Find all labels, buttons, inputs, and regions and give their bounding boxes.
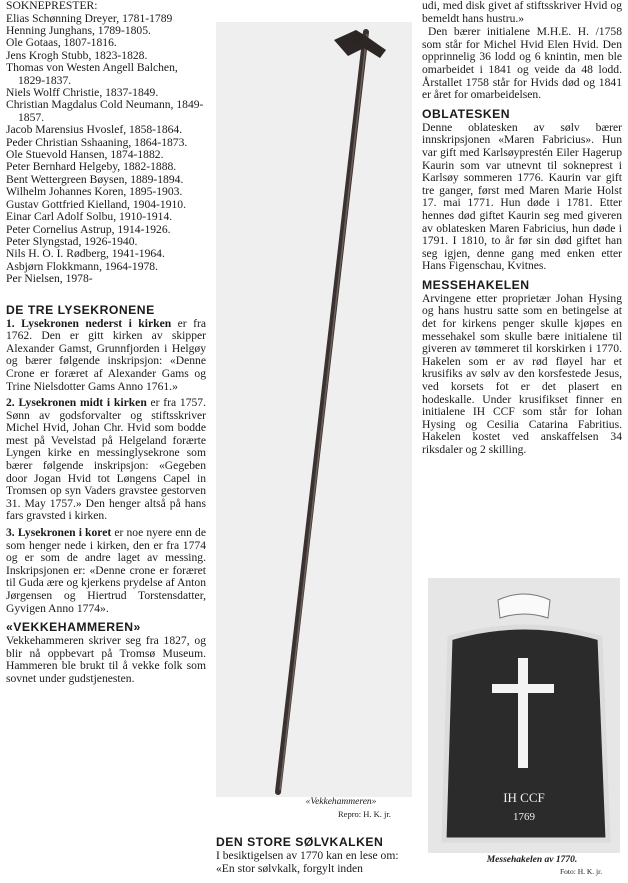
lysekrone-1-text: er fra 1762. Den er gitt kirken av skipper Alexander Gamst, Grunnfjorden i Helgøy og bærer følgende inskripsjon: «Denne Crone er foræret af Alexander Gams og Trine Nielsdotter Gams Anno 1761.» [6, 316, 207, 393]
vekkehammeren-heading: «VEKKEHAMMEREN» [6, 620, 141, 635]
lysekrone-3-paragraph [6, 527, 206, 615]
priest-entry: Henning Junghans, 1789-1805. [6, 24, 151, 37]
solvkalken-continued-text: udi, med disk givet af stiftsskriver Hvid og bemeldt hans hustru.» [422, 0, 622, 25]
priest-entry: Peter Cornelius Astrup, 1914-1926. [6, 222, 171, 236]
vekkehammer-illustration [216, 22, 412, 797]
priest-entry: Thomas von Westen Angell Balchen, 1829-1837. [6, 61, 178, 87]
right-column [422, 0, 622, 461]
vekkehammeren-text: Vekkehammeren skriver seg fra 1827, og blir nå oppbevart på Tromsø Museum. Hammeren ble brukt til å vekke folk som sovnet under gudstjenesten. [6, 634, 206, 685]
priest-list [6, 13, 206, 286]
priest-entry: Christian Magdalus Cold Neumann, 1849-1857. [6, 98, 204, 124]
lysekronene-heading: DE TRE LYSEKRONENE [6, 302, 155, 317]
priest-entry: Jens Krogh Stubb, 1823-1828. [6, 48, 148, 62]
solvkalken-heading: DEN STORE SØLVKALKEN [216, 835, 384, 849]
messehakelen-text: Arvingene etter proprietær Johan Hysing og hans hustru satte som en betingelse at det for kirkens penger skulle kjøpes en messehakel som skulle bære initialene til giveren av tømmeret til korskirken i 1770. Hakelen som er av rød fløyel har et krusifiks av sølv av den korsfestede Jesus, ved korsets fot er det plasert en hodeskalle. Under krusifikset finner en initialene IH CCF som står for Iohan Hysing og Cesilia Catarina Fabritius. Hakelen kostet ved anskaffelsen 34 riksdaler og 2 skilling. [422, 291, 622, 456]
lysekrone-1-paragraph [6, 318, 206, 394]
messehakel-credit: Foto: H. K. jr. [560, 867, 603, 876]
messehakel-year: 1769 [513, 811, 535, 823]
left-column [6, 0, 206, 690]
vekkehammer-credit: Repro: H. K. jr. [338, 809, 391, 819]
priest-entry: Gustav Gottfried Kielland, 1904-1910. [6, 197, 186, 211]
messehakel-illustration [428, 578, 620, 853]
priest-entry: Peter Slyngstad, 1926-1940. [6, 234, 138, 248]
priest-entry: Bent Wettergreen Bøysen, 1889-1894. [6, 172, 184, 186]
messehakel-initials: IH CCF [503, 790, 545, 805]
lysekrone-1-lead: 1. Lysekronen nederst i kirken [6, 316, 172, 330]
priest-entry: Niels Wolff Christie, 1837-1849. [6, 86, 159, 100]
lysekrone-3-lead: 3. Lysekronen i koret [6, 526, 112, 540]
messehakel-photo [428, 578, 620, 853]
priest-entry: Nils H. O. I. Rødberg, 1941-1964. [6, 247, 165, 261]
vekkehammer-photo [216, 22, 412, 797]
priest-entry: Jacob Marensius Hvoslef, 1858-1864. [6, 123, 183, 137]
priest-entry: Peder Christian Sshaaning, 1864-1873. [6, 135, 188, 149]
priest-entry: Asbjørn Flokkmann, 1964-1978. [6, 259, 159, 273]
vekkehammer-caption: «Vekkehammeren» [305, 797, 377, 807]
solvkalken-text: I besiktigelsen av 1770 kan en lese om: «En stor sølvkalk, forgylt inden [216, 849, 399, 875]
priests-heading: SOKNEPRESTER: [6, 0, 98, 12]
oblatesken-heading: OBLATESKEN [422, 106, 511, 121]
messehakel-caption: Messehakelen av 1770. [486, 855, 578, 865]
priest-entry: Wilhelm Johannes Koren, 1895-1903. [6, 185, 183, 199]
messehakelen-heading: MESSEHAKELEN [422, 277, 530, 292]
solvkalken-section [216, 836, 416, 879]
lysekrone-3-text: er noe nyere enn de som henger nede i kirken, den er fra 1774 og er som de andre laget av messing. Inskripsjonen er: «Denne crone er foræret til Guda ære og kjerkens prydelse af Anton Jørgensen og Hiertrud Torstensdatter, Gyvigen Anno 1774». [6, 526, 206, 615]
oblatesken-text: Denne oblatesken av sølv bærer innskripsjonen «Maren Fabricius». Hun var gift med Karlsøyprestén Eiler Hagerup Kaurin som var utnevnt til sokneprest i Karlsøy sommeren 1776. Kaurin var gift tre ganger, først med Maren Marie Holst 17. mai 1771. Hun døde i 1781. Etter hennes død giftet Kaurin seg med giveren av oblatesken Maren Fabricius, hun døde i 1791. I 1810, to år før sin død giftet han seg igjen, denne gang med enken etter Hans Figenschau, Kvitnes. [422, 120, 622, 273]
priest-entry: Elias Schønning Dreyer, 1781-1789 [6, 11, 173, 25]
priest-entry: Per Nielsen, 1978- [6, 272, 93, 286]
priest-entry: Peter Bernhard Helgeby, 1882-1888. [6, 160, 177, 174]
priest-entry: Einar Carl Adolf Solbu, 1910-1914. [6, 210, 173, 224]
lysekrone-2-text: er fra 1757. Sønn av godsforvalter og stiftsskriver Michel Hvid, Johan Chr. Hvid som bodde mest på Vevelstad på Helgeland forærte Lyngen kirke en messinglysekrone som bærer følgende inskripsjon: «Gegeben door Jogan Hvid tot Løngens Capel in Tromsen op syn Vaders gravstee gestorven 31. May 1757.» Den henger altså på hans fars gravsted i kirken. [6, 396, 206, 523]
priest-entry: Ole Stuevold Hansen, 1874-1882. [6, 148, 164, 162]
lysekrone-2-paragraph [6, 397, 206, 523]
priest-entry: Ole Gotaas, 1807-1816. [6, 36, 117, 50]
solvkalken-initials-text: Den bærer initialene M.H.E. H. /1758 som står for Michel Hvid Elen Hvid. Den opprinnelig 36 lodd og 6 knintin, men ble omarbeidet i 1841 og veide da 48 lodd. Årstallet 1758 står for Hvids død og 1841 er året for omarbeidelsen. [422, 25, 622, 102]
lysekrone-2-lead: 2. Lysekronen midt i kirken [6, 396, 147, 410]
